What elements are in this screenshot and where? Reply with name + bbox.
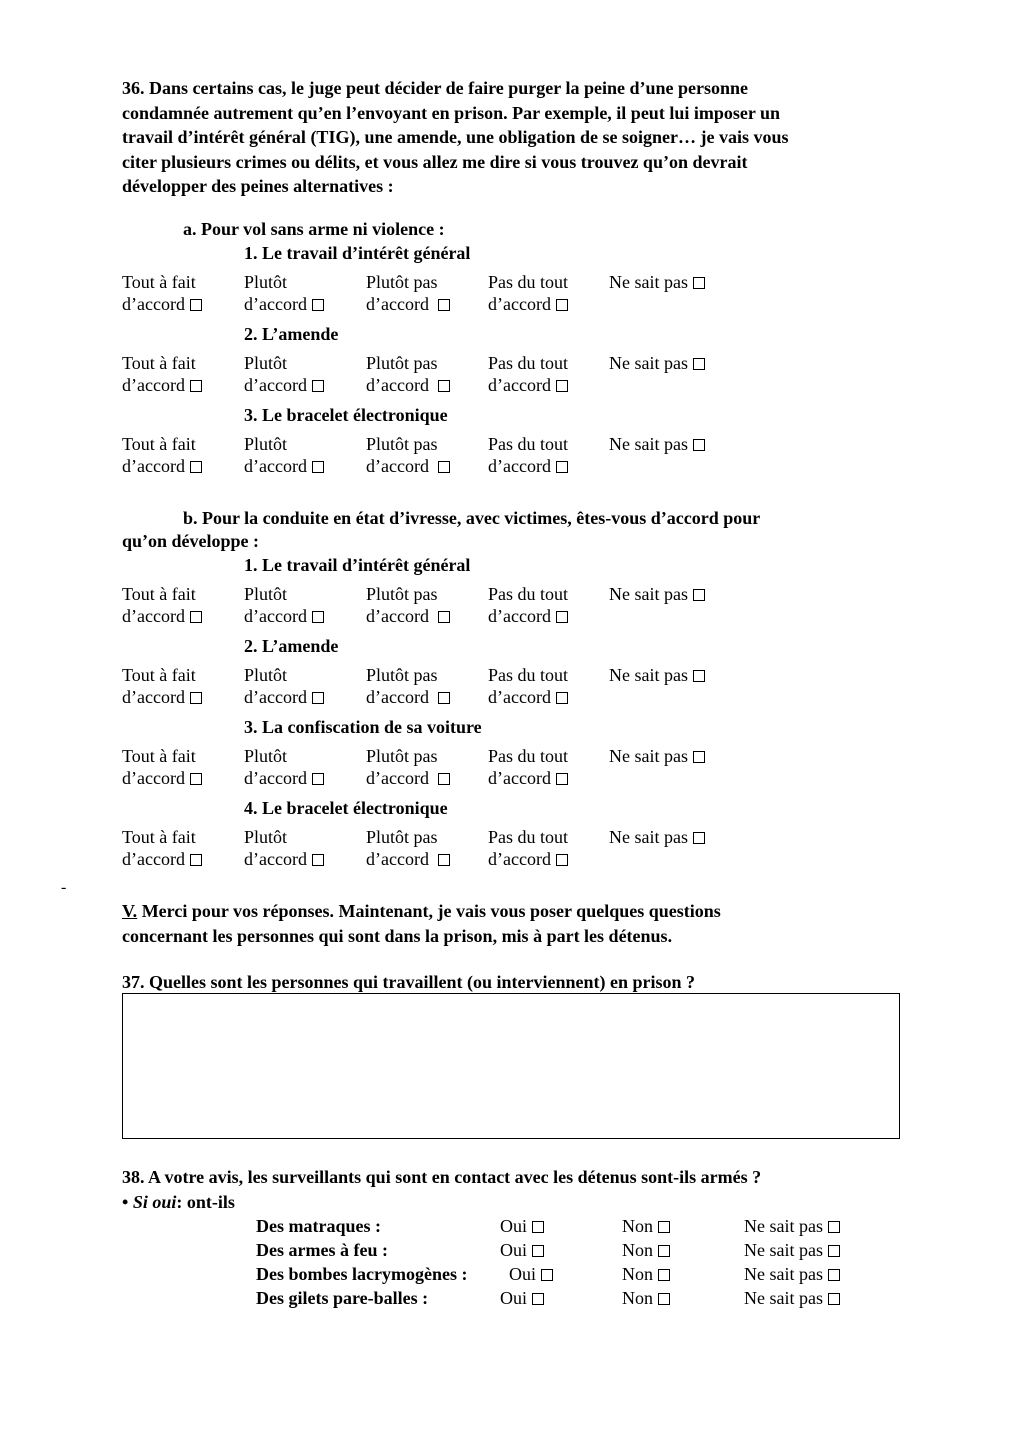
scale-option-2-line1: Plutôt — [244, 272, 288, 292]
scale-option-2 — [244, 374, 324, 397]
scale-option-2-line1: Plutôt — [244, 584, 288, 604]
q38-item-label: Des matraques : — [256, 1216, 381, 1236]
checkbox[interactable] — [658, 1221, 670, 1233]
scale-option-1 — [122, 767, 202, 790]
q38-si-oui-line — [122, 1191, 235, 1214]
checkbox[interactable] — [693, 358, 705, 370]
checkbox[interactable] — [190, 380, 202, 392]
scale-option-4-line2: d’accord — [488, 375, 551, 395]
checkbox[interactable] — [828, 1293, 840, 1305]
q36-line: 36. Dans certains cas, le juge peut décider de faire purger la peine d’une personne — [122, 78, 748, 98]
scale-option-3-line2: d’accord — [366, 456, 429, 476]
scale-option-1 — [122, 455, 202, 478]
scale-option-4 — [488, 767, 568, 790]
q38-question: 38. A votre avis, les surveillants qui sont en contact avec les détenus sont-ils armés ? — [122, 1167, 762, 1187]
checkbox[interactable] — [556, 773, 568, 785]
oui-option — [500, 1239, 544, 1262]
oui-option — [500, 1215, 544, 1238]
checkbox[interactable] — [190, 299, 202, 311]
scale-option-5 — [609, 433, 705, 456]
scale-option-5 — [609, 664, 705, 687]
non-option — [622, 1263, 670, 1286]
q38-item-label: Des bombes lacrymogènes : — [256, 1264, 468, 1284]
scale-option-3-line1: Plutôt pas — [366, 434, 438, 454]
scale-option-2-line1: Plutôt — [244, 827, 288, 847]
q36-line: citer plusieurs crimes ou délits, et vous allez me dire si vous trouvez qu’on devrait — [122, 151, 748, 172]
checkbox[interactable] — [556, 854, 568, 866]
checkbox[interactable] — [190, 692, 202, 704]
scale-option-2 — [244, 455, 324, 478]
checkbox[interactable] — [190, 611, 202, 623]
q36b-item-4: 4. Le bracelet électronique — [244, 798, 448, 818]
q36-line: développer des peines alternatives : — [122, 176, 394, 196]
checkbox[interactable] — [658, 1245, 670, 1257]
scale-option-5 — [609, 745, 705, 768]
scale-option-2-line2: d’accord — [244, 375, 307, 395]
checkbox[interactable] — [312, 611, 324, 623]
q37-answer-box[interactable] — [122, 993, 900, 1139]
scale-option-3-line2: d’accord — [366, 849, 429, 869]
checkbox[interactable] — [438, 380, 450, 392]
checkbox[interactable] — [556, 299, 568, 311]
checkbox[interactable] — [438, 461, 450, 473]
scale-option-3-line2: d’accord — [366, 375, 429, 395]
checkbox[interactable] — [312, 380, 324, 392]
bullet: • — [122, 1192, 129, 1212]
nsp-label: Ne sait pas — [744, 1288, 823, 1308]
checkbox[interactable] — [658, 1269, 670, 1281]
scale-option-3-line1: Plutôt pas — [366, 665, 438, 685]
scale-option-3-line2: d’accord — [366, 768, 429, 788]
checkbox[interactable] — [828, 1221, 840, 1233]
checkbox[interactable] — [438, 692, 450, 704]
scale-option-4-line2: d’accord — [488, 687, 551, 707]
scale-option-4-line2: d’accord — [488, 768, 551, 788]
scale-option-1 — [122, 605, 202, 628]
scale-option-2-line2: d’accord — [244, 768, 307, 788]
nsp-option — [744, 1239, 840, 1262]
q36a-item-1: 1. Le travail d’intérêt général — [244, 243, 471, 263]
scale-option-1-line1: Tout à fait — [122, 272, 196, 292]
checkbox[interactable] — [532, 1245, 544, 1257]
q36a-item-2: 2. L’amende — [244, 324, 339, 344]
scale-option-4 — [488, 848, 568, 871]
checkbox[interactable] — [556, 461, 568, 473]
scale-option-4-line2: d’accord — [488, 456, 551, 476]
section-v-line2: concernant les personnes qui sont dans la prison, mis à part les détenus. — [122, 926, 673, 946]
scale-option-1-line1: Tout à fait — [122, 434, 196, 454]
scale-option-5 — [609, 271, 705, 294]
checkbox[interactable] — [693, 832, 705, 844]
checkbox[interactable] — [312, 773, 324, 785]
nsp-option — [744, 1287, 840, 1310]
scale-option-2-line2: d’accord — [244, 294, 307, 314]
scale-option-3-line1: Plutôt pas — [366, 827, 438, 847]
checkbox[interactable] — [190, 854, 202, 866]
scale-option-3 — [366, 686, 450, 709]
q36b-title-line2: qu’on développe : — [122, 531, 260, 551]
scale-option-5-label: Ne sait pas — [609, 746, 688, 766]
checkbox[interactable] — [556, 611, 568, 623]
scale-option-1-line2: d’accord — [122, 768, 185, 788]
scale-option-3-line2: d’accord — [366, 606, 429, 626]
scale-option-3 — [366, 455, 450, 478]
checkbox[interactable] — [658, 1293, 670, 1305]
non-label: Non — [622, 1240, 653, 1260]
scale-option-5-label: Ne sait pas — [609, 353, 688, 373]
scale-option-2-line2: d’accord — [244, 456, 307, 476]
scale-option-2 — [244, 605, 324, 628]
checkbox[interactable] — [693, 439, 705, 451]
scale-option-4-line1: Pas du tout — [488, 434, 569, 454]
q36-line: condamnée autrement qu’en l’envoyant en prison. Par exemple, il peut lui imposer un — [122, 102, 781, 123]
scale-option-1-line1: Tout à fait — [122, 827, 196, 847]
scale-option-3-line1: Plutôt pas — [366, 746, 438, 766]
oui-label: Oui — [509, 1264, 536, 1284]
scale-option-4-line1: Pas du tout — [488, 272, 569, 292]
checkbox[interactable] — [438, 611, 450, 623]
scale-option-4 — [488, 293, 568, 316]
checkbox[interactable] — [556, 380, 568, 392]
scale-option-2 — [244, 686, 324, 709]
checkbox[interactable] — [312, 299, 324, 311]
margin-dash: - — [61, 879, 67, 896]
non-label: Non — [622, 1288, 653, 1308]
nsp-option — [744, 1215, 840, 1238]
scale-option-5-label: Ne sait pas — [609, 584, 688, 604]
q36b-item-1: 1. Le travail d’intérêt général — [244, 555, 471, 575]
scale-option-5 — [609, 352, 705, 375]
checkbox[interactable] — [532, 1293, 544, 1305]
q36-line: travail d’intérêt général (TIG), une amende, une obligation de se soigner… je vais vous — [122, 127, 789, 147]
scale-option-5-label: Ne sait pas — [609, 272, 688, 292]
scale-option-2-line1: Plutôt — [244, 353, 288, 373]
scale-option-1-line2: d’accord — [122, 687, 185, 707]
scale-option-4-line1: Pas du tout — [488, 584, 569, 604]
scale-option-4 — [488, 455, 568, 478]
scale-option-3 — [366, 605, 450, 628]
oui-label: Oui — [500, 1216, 527, 1236]
nsp-label: Ne sait pas — [744, 1216, 823, 1236]
oui-option — [500, 1287, 544, 1310]
q36a-title: a. Pour vol sans arme ni violence : — [183, 219, 445, 239]
scale-option-1-line1: Tout à fait — [122, 584, 196, 604]
oui-option — [509, 1263, 553, 1286]
scale-option-2-line1: Plutôt — [244, 665, 288, 685]
scale-option-2-line1: Plutôt — [244, 746, 288, 766]
checkbox[interactable] — [312, 854, 324, 866]
scale-option-4-line2: d’accord — [488, 294, 551, 314]
nsp-option — [744, 1263, 840, 1286]
scale-option-2 — [244, 767, 324, 790]
scale-option-3-line1: Plutôt pas — [366, 272, 438, 292]
scale-option-1-line2: d’accord — [122, 606, 185, 626]
scale-option-1-line2: d’accord — [122, 456, 185, 476]
scale-option-2 — [244, 293, 324, 316]
non-label: Non — [622, 1264, 653, 1284]
scale-option-3 — [366, 293, 450, 316]
checkbox[interactable] — [438, 299, 450, 311]
non-option — [622, 1239, 670, 1262]
scale-option-4-line2: d’accord — [488, 606, 551, 626]
scale-option-1-line2: d’accord — [122, 375, 185, 395]
scale-option-3 — [366, 374, 450, 397]
non-option — [622, 1287, 670, 1310]
scale-option-4-line2: d’accord — [488, 849, 551, 869]
non-option — [622, 1215, 670, 1238]
scale-option-4 — [488, 686, 568, 709]
scale-option-5 — [609, 583, 705, 606]
checkbox[interactable] — [438, 773, 450, 785]
checkbox[interactable] — [693, 589, 705, 601]
checkbox[interactable] — [693, 277, 705, 289]
checkbox[interactable] — [693, 751, 705, 763]
scale-option-2 — [244, 848, 324, 871]
scale-option-5-label: Ne sait pas — [609, 665, 688, 685]
oui-label: Oui — [500, 1288, 527, 1308]
scale-option-1-line2: d’accord — [122, 294, 185, 314]
scale-option-5-label: Ne sait pas — [609, 827, 688, 847]
non-label: Non — [622, 1216, 653, 1236]
scale-option-3 — [366, 848, 450, 871]
scale-option-3-line1: Plutôt pas — [366, 353, 438, 373]
checkbox[interactable] — [541, 1269, 553, 1281]
checkbox[interactable] — [828, 1269, 840, 1281]
si-oui-label: Si oui — [132, 1192, 177, 1212]
scale-option-5 — [609, 826, 705, 849]
scale-option-1-line1: Tout à fait — [122, 746, 196, 766]
scale-option-3 — [366, 767, 450, 790]
checkbox[interactable] — [312, 692, 324, 704]
q38-item-label: Des armes à feu : — [256, 1240, 388, 1260]
checkbox[interactable] — [190, 461, 202, 473]
checkbox[interactable] — [828, 1245, 840, 1257]
scale-option-4 — [488, 605, 568, 628]
scale-option-3-line1: Plutôt pas — [366, 584, 438, 604]
scale-option-2-line2: d’accord — [244, 687, 307, 707]
checkbox[interactable] — [312, 461, 324, 473]
scale-option-2-line2: d’accord — [244, 606, 307, 626]
scale-option-4-line1: Pas du tout — [488, 665, 569, 685]
q36b-item-3: 3. La confiscation de sa voiture — [244, 717, 482, 737]
section-v-text: Merci pour vos réponses. Maintenant, je vais vous poser quelques questions — [137, 901, 721, 921]
scale-option-1-line1: Tout à fait — [122, 353, 196, 373]
scale-option-2-line2: d’accord — [244, 849, 307, 869]
scale-option-1 — [122, 293, 202, 316]
q38-item-label: Des gilets pare-balles : — [256, 1288, 429, 1308]
scale-option-4-line1: Pas du tout — [488, 746, 569, 766]
scale-option-4-line1: Pas du tout — [488, 827, 569, 847]
q36b-item-2: 2. L’amende — [244, 636, 339, 656]
scale-option-4-line1: Pas du tout — [488, 353, 569, 373]
checkbox[interactable] — [556, 692, 568, 704]
checkbox[interactable] — [693, 670, 705, 682]
scale-option-1 — [122, 848, 202, 871]
checkbox[interactable] — [190, 773, 202, 785]
scale-option-1 — [122, 686, 202, 709]
scale-option-1 — [122, 374, 202, 397]
scale-option-5-label: Ne sait pas — [609, 434, 688, 454]
nsp-label: Ne sait pas — [744, 1240, 823, 1260]
scale-option-3-line2: d’accord — [366, 687, 429, 707]
q36b-title-line1: b. Pour la conduite en état d’ivresse, avec victimes, êtes-vous d’accord pour — [183, 508, 761, 528]
oui-label: Oui — [500, 1240, 527, 1260]
section-v-line1 — [122, 900, 721, 923]
scale-option-3-line2: d’accord — [366, 294, 429, 314]
nsp-label: Ne sait pas — [744, 1264, 823, 1284]
scale-option-2-line1: Plutôt — [244, 434, 288, 454]
scale-option-1-line1: Tout à fait — [122, 665, 196, 685]
q36a-item-3: 3. Le bracelet électronique — [244, 405, 448, 425]
scale-option-4 — [488, 374, 568, 397]
ont-ils-label: : ont-ils — [176, 1192, 235, 1212]
q37-question: 37. Quelles sont les personnes qui travaillent (ou interviennent) en prison ? — [122, 972, 696, 992]
section-v-numeral: V. — [122, 901, 138, 921]
checkbox[interactable] — [438, 854, 450, 866]
scale-option-1-line2: d’accord — [122, 849, 185, 869]
checkbox[interactable] — [532, 1221, 544, 1233]
